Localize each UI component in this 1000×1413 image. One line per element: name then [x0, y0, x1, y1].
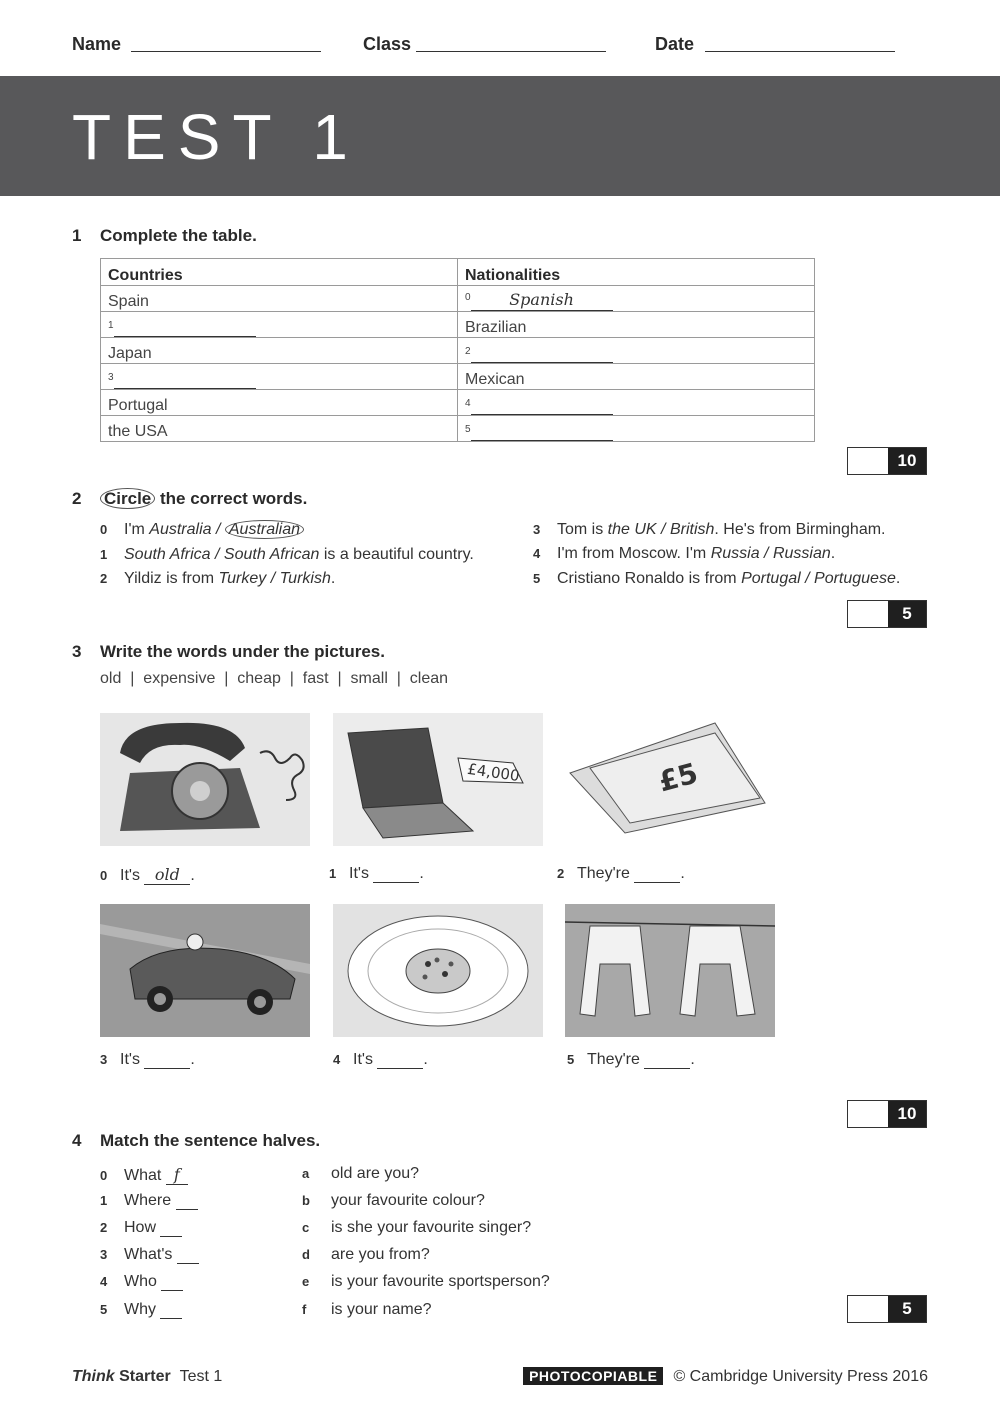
fast-car-picture [100, 904, 310, 1037]
ex2-instruction: Circle the correct words. [100, 489, 307, 509]
match-right-item: c is she your favourite singer? [302, 1219, 532, 1236]
date-label: Date [655, 34, 695, 54]
country-cell[interactable] [101, 364, 458, 390]
match-left-item[interactable]: 1 Where [100, 1192, 198, 1210]
class-field[interactable] [416, 51, 606, 52]
caption[interactable]: 5 They're . [567, 1051, 695, 1068]
ex4-score: 5 [888, 1296, 926, 1322]
footer-book: Think Starter Test 1 [72, 1368, 223, 1385]
country-cell[interactable] [101, 312, 458, 338]
country-cell: Portugal [101, 390, 458, 416]
ex2-score: 5 [888, 601, 926, 627]
nationality-cell[interactable] [458, 416, 815, 442]
ex1-instruction: Complete the table. [100, 226, 257, 245]
ex4-instruction: Match the sentence halves. [100, 1131, 321, 1150]
match-left-item[interactable]: 2 How [100, 1219, 182, 1237]
ex2-item[interactable]: 2 Yildiz is from Turkey / Turkish. [100, 570, 336, 587]
item-number: 5 [465, 424, 471, 435]
match-left-item[interactable]: 3 What's [100, 1246, 199, 1264]
caption[interactable]: 1 It's . [329, 865, 424, 882]
footer-copyright: PHOTOCOPIABLE © Cambridge University Press 2016 [523, 1368, 928, 1386]
ex3-score: 10 [888, 1101, 926, 1127]
ex2-item[interactable]: 1 South Africa / South African is a beautiful country. [100, 546, 474, 563]
class-label: Class [363, 34, 412, 54]
ex2-item[interactable]: 3 Tom is the UK / British. He's from Birmingham. [533, 521, 886, 538]
ex1-number: 1 [72, 226, 82, 245]
caption[interactable]: 2 They're . [557, 865, 685, 882]
old-telephone-picture [100, 713, 310, 846]
name-label: Name [72, 34, 122, 54]
match-right-item: b your favourite colour? [302, 1192, 485, 1209]
clean-shirts-picture [565, 904, 775, 1037]
ex2-item[interactable]: 4 I'm from Moscow. I'm Russia / Russian. [533, 545, 836, 562]
country-cell: the USA [101, 416, 458, 442]
table-row [101, 364, 815, 390]
caption[interactable]: 3 It's . [100, 1051, 195, 1068]
item-number: 1 [108, 320, 114, 331]
match-left-item[interactable]: 0 What f [100, 1165, 188, 1185]
nationality-cell: Brazilian [458, 312, 815, 338]
match-left-item[interactable]: 5 Why [100, 1301, 182, 1319]
photocopiable-badge: PHOTOCOPIABLE [523, 1367, 663, 1385]
match-right-item: d are you from? [302, 1246, 430, 1263]
nationality-cell[interactable] [458, 286, 815, 312]
nationality-cell[interactable] [458, 338, 815, 364]
col-countries: Countries [101, 259, 458, 286]
example-answer: old [144, 865, 190, 885]
ex4-number: 4 [72, 1131, 82, 1150]
example-answer: Spanish [509, 290, 574, 309]
country-cell: Japan [101, 338, 458, 364]
ex2-score-box [847, 600, 927, 628]
match-left-item[interactable]: 4 Who [100, 1273, 183, 1291]
ex1-score: 10 [888, 448, 926, 474]
page-title: TEST 1 [72, 101, 360, 173]
note-label: £5 [655, 756, 702, 799]
col-nationalities: Nationalities [458, 259, 815, 286]
nationality-cell[interactable] [458, 390, 815, 416]
small-pizza-picture [333, 904, 543, 1037]
laptop-picture [333, 713, 543, 846]
ex3-score-box [847, 1100, 927, 1128]
table-row [101, 286, 815, 312]
item-number: 4 [465, 398, 471, 409]
caption[interactable]: 0 It's old . [100, 865, 195, 884]
ex4-score-box [847, 1295, 927, 1323]
table-row [101, 390, 815, 416]
caption[interactable]: 4 It's . [333, 1051, 428, 1068]
item-number: 0 [465, 292, 471, 303]
item-number: 2 [465, 346, 471, 357]
ex3-number: 3 [72, 642, 82, 661]
ex2-item[interactable]: 0 I'm Australia / Australian [100, 521, 304, 539]
table-row [101, 312, 815, 338]
circled-answer: Australian [225, 520, 304, 539]
nationality-cell: Mexican [458, 364, 815, 390]
price-tag-label: £4,000 [466, 759, 521, 786]
date-field[interactable] [705, 51, 895, 52]
nationalities-table [100, 258, 815, 442]
name-field[interactable] [131, 51, 321, 52]
table-row [101, 416, 815, 442]
item-number: 3 [108, 372, 114, 383]
ex2-item[interactable]: 5 Cristiano Ronaldo is from Portugal / Portuguese. [533, 570, 901, 587]
country-cell: Spain [101, 286, 458, 312]
ex1-score-box [847, 447, 927, 475]
match-right-item: f is your name? [302, 1301, 432, 1318]
ex3-instruction: Write the words under the pictures. [100, 642, 385, 661]
match-right-item: e is your favourite sportsperson? [302, 1273, 550, 1290]
match-right-item: a old are you? [302, 1165, 420, 1182]
ex2-number: 2 [72, 489, 82, 508]
table-row [101, 338, 815, 364]
banknotes-picture [565, 713, 775, 846]
word-box: old | expensive | cheap | fast | small | clean [100, 670, 449, 687]
